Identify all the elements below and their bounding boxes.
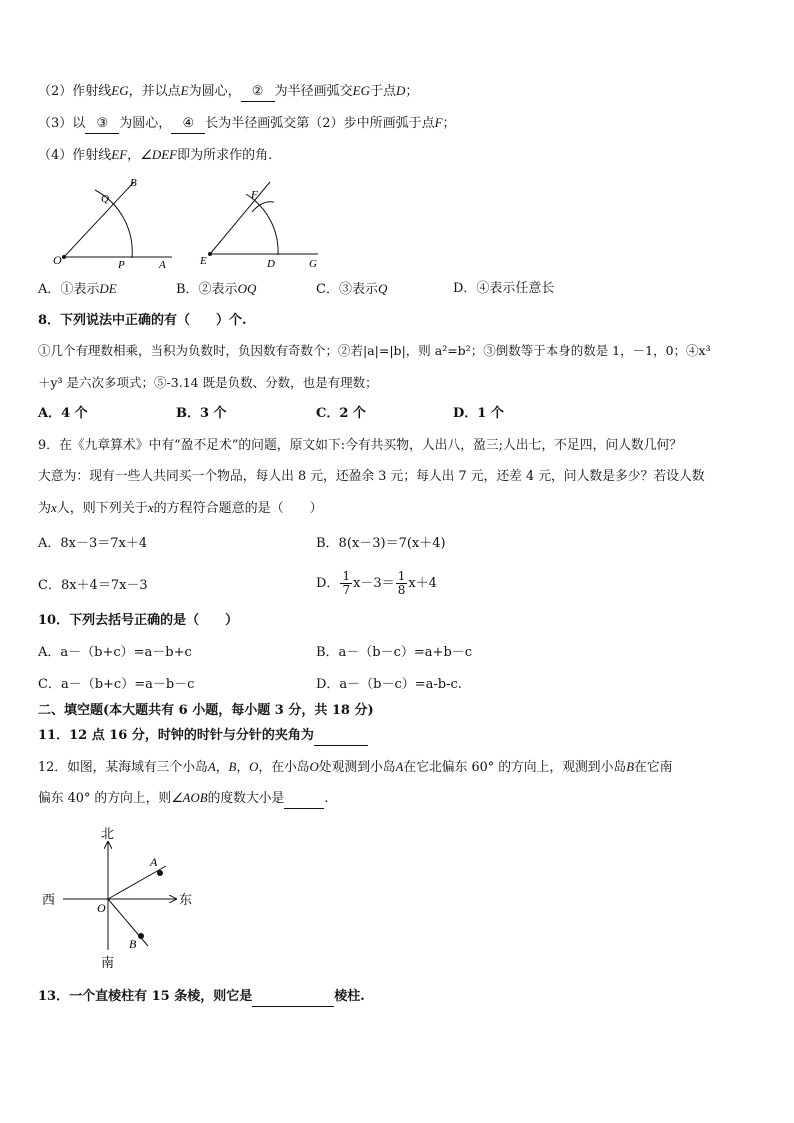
q13-blank bbox=[252, 988, 334, 1007]
q7-option-d: D．④表示任意长 bbox=[453, 281, 555, 296]
q7-option-b: B．②表示OQ bbox=[176, 281, 257, 297]
label-B: B bbox=[130, 177, 137, 189]
q11-blank bbox=[314, 727, 368, 746]
label-B: B bbox=[129, 937, 137, 951]
label-F: F bbox=[251, 189, 258, 201]
label-D: D bbox=[267, 258, 275, 270]
ray-OB bbox=[64, 182, 134, 257]
q10-option-d: D．a－（b－c）=a-b-c. bbox=[316, 677, 462, 692]
construction-figure bbox=[38, 172, 338, 272]
arc-small bbox=[252, 202, 274, 212]
q9-line-1: 9．在《九章算术》中有“盈不足术”的问题，原文如下:今有共买物，人出八，盈三;人出七，不足四，问人数几何？ bbox=[38, 438, 683, 453]
label-south: 南 bbox=[101, 955, 115, 970]
label-O: O bbox=[53, 253, 62, 267]
label-west: 西 bbox=[42, 892, 56, 907]
label-north: 北 bbox=[101, 826, 115, 841]
q9-line-3: 为x人，则下列关于x的方程符合题意的是（ ） bbox=[38, 500, 323, 516]
point-O bbox=[62, 255, 66, 259]
blank-3: ③ bbox=[85, 115, 119, 134]
section-2-heading: 二、填空题(本大题共有 6 小题，每小题 3 分，共 18 分) bbox=[38, 703, 374, 718]
step-3: （3）以 ③ 为圆心， ④ 长为半径画弧交第（2）步中所画弧于点F； bbox=[38, 114, 456, 134]
point-E bbox=[208, 252, 212, 256]
blank-2: ② bbox=[241, 83, 275, 102]
label-A: A bbox=[150, 855, 158, 869]
label-A: A bbox=[159, 259, 166, 271]
q8-statement-1: ①几个有理数相乘，当积为负数时，负因数有奇数个；②若|a|=|b|，则 a²=b²；③倒数等于本身的数是 1，－1，0；④x³ bbox=[38, 343, 711, 358]
fraction-1-8: $\frac{1}{8}$ bbox=[397, 569, 406, 597]
q9-line-2: 大意为：现有一些人共同买一个物品，每人出 8 元，还盈余 3 元；每人出 7 元，还差 4 元，问人数是多少？若设人数 bbox=[38, 469, 705, 484]
step-2: （2）作射线EG，并以点E为圆心， ② 为半径画弧交EG于点D； bbox=[38, 82, 418, 102]
q11: 11．12 点 16 分，时钟的时针与分针的夹角为 bbox=[38, 727, 368, 746]
q12-line-1: 12．如图，某海域有三个小岛A，B，O，在小岛O处观测到小岛A在它北偏东 60° 的方向上，观测到小岛B在它南 bbox=[38, 760, 673, 775]
ray-OB bbox=[108, 899, 148, 946]
label-E: E bbox=[200, 255, 207, 267]
label-G: G bbox=[309, 258, 317, 270]
q10-stem: 10．下列去括号正确的是（ ） bbox=[38, 613, 239, 628]
q8-stem: 8．下列说法中正确的有（ ）个. bbox=[38, 313, 247, 328]
q8-option-a: A．4 个 bbox=[38, 406, 88, 421]
q9-option-c: C．8x＋4＝7x－3 bbox=[38, 578, 148, 593]
step-4: （4）作射线EF，∠DEF即为所求作的角. bbox=[38, 147, 273, 163]
q9-option-a: A．8x－3＝7x＋4 bbox=[38, 536, 148, 551]
label-P: P bbox=[118, 259, 125, 271]
q12-blank bbox=[284, 790, 324, 809]
q7-option-c: C．③表示Q bbox=[316, 281, 388, 297]
q7-option-a: A．①表示DE bbox=[38, 281, 117, 297]
compass-figure bbox=[38, 822, 208, 972]
ray-EF bbox=[210, 182, 270, 254]
q8-option-d: D．1 个 bbox=[453, 406, 504, 421]
q9-option-b: B．8(x－3)＝7(x＋4) bbox=[316, 536, 446, 551]
q12-line-2: 偏东 40° 的方向上，则∠AOB的度数大小是 . bbox=[38, 789, 328, 809]
ray-OA bbox=[108, 866, 166, 899]
label-east: 东 bbox=[179, 892, 193, 907]
q8-option-b: B．3 个 bbox=[176, 406, 227, 421]
q13: 13．一个直棱柱有 15 条棱，则它是 棱柱. bbox=[38, 988, 365, 1007]
q10-option-a: A．a－（b+c）=a－b+c bbox=[38, 645, 192, 660]
blank-4: ④ bbox=[171, 115, 205, 134]
q10-option-c: C．a－（b+c）=a－b－c bbox=[38, 677, 195, 692]
q9-option-d: D． $\frac{1}{7}$ x－3＝ $\frac{1}{8}$ x＋4 bbox=[316, 569, 437, 597]
label-Q: Q bbox=[101, 193, 109, 205]
fraction-1-7: $\frac{1}{7}$ bbox=[342, 569, 351, 597]
point-A bbox=[157, 870, 163, 876]
arc-DF bbox=[246, 194, 278, 255]
q8-statement-2: ＋y³ 是六次多项式；⑤-3.14 既是负数、分数，也是有理数； bbox=[38, 375, 378, 390]
q8-option-c: C．2 个 bbox=[316, 406, 366, 421]
label-O: O bbox=[97, 901, 106, 915]
point-B bbox=[138, 933, 144, 939]
q10-option-b: B．a－（b－c）=a+b－c bbox=[316, 645, 473, 660]
